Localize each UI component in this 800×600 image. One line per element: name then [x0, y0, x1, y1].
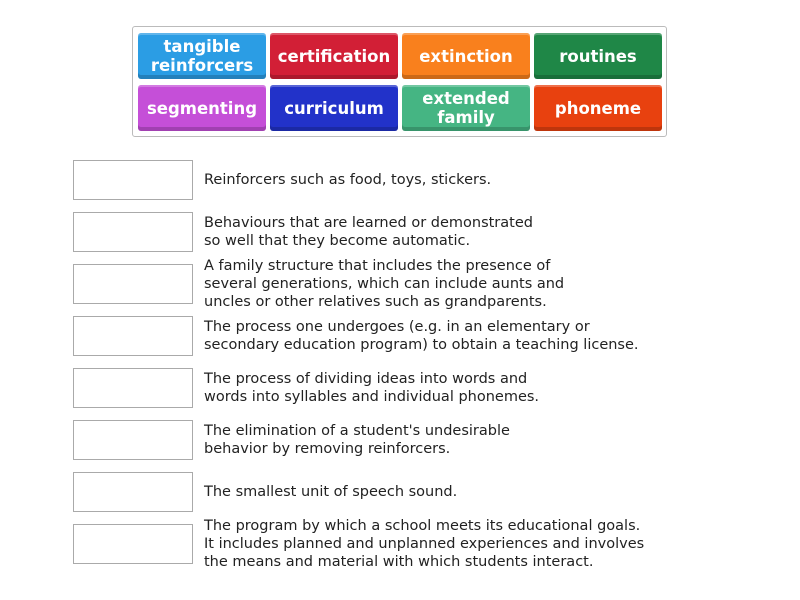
tile-label: phoneme [554, 98, 642, 118]
drop-slot[interactable] [73, 160, 193, 200]
tile-label: tangible reinforcers [150, 37, 254, 75]
match-row [73, 420, 663, 460]
definition-text: The program by which a school meets its educational goals. It includes planned and unplanned experiences and involves the means and material with which students interact. [204, 518, 645, 570]
match-row [73, 160, 663, 200]
tile-label: segmenting [146, 98, 258, 118]
answer-tile[interactable] [402, 85, 530, 131]
tile-label: certification [277, 46, 391, 66]
definition-text: The smallest unit of speech sound. [204, 484, 458, 500]
definition-text: A family structure that includes the presence of several generations, which can include aunts and uncles or other relatives such as grandparents. [204, 258, 565, 310]
drop-slot[interactable] [73, 472, 193, 512]
answer-tile[interactable] [534, 33, 662, 79]
answer-tile[interactable] [138, 85, 266, 131]
answer-tile[interactable] [402, 33, 530, 79]
match-row [73, 472, 663, 512]
match-row [73, 258, 663, 310]
match-row [73, 212, 663, 252]
definition-text: The elimination of a student's undesirable behavior by removing reinforcers. [204, 423, 510, 457]
tile-label: curriculum [284, 98, 384, 118]
drop-slot[interactable] [73, 420, 193, 460]
answer-tile[interactable] [534, 85, 662, 131]
tile-label: routines [559, 46, 637, 66]
match-row [73, 368, 663, 408]
drop-slot[interactable] [73, 524, 193, 564]
drop-slot[interactable] [73, 316, 193, 356]
drop-slot[interactable] [73, 264, 193, 304]
answer-tile[interactable] [270, 85, 398, 131]
tile-label: extinction [419, 46, 513, 66]
definition-text: The process one undergoes (e.g. in an elementary or secondary education program) to obtain a teaching license. [204, 319, 639, 353]
drop-slot[interactable] [73, 368, 193, 408]
drop-slot[interactable] [73, 212, 193, 252]
answer-tile[interactable] [270, 33, 398, 79]
definition-text: Behaviours that are learned or demonstrated so well that they become automatic. [204, 215, 533, 249]
definition-text: The process of dividing ideas into words and words into syllables and individual phonemes. [204, 371, 540, 405]
tile-label: extended family [422, 89, 510, 127]
answer-tile[interactable] [138, 33, 266, 79]
match-row [73, 316, 663, 356]
match-row [73, 518, 663, 570]
definition-text: Reinforcers such as food, toys, stickers. [204, 172, 492, 188]
